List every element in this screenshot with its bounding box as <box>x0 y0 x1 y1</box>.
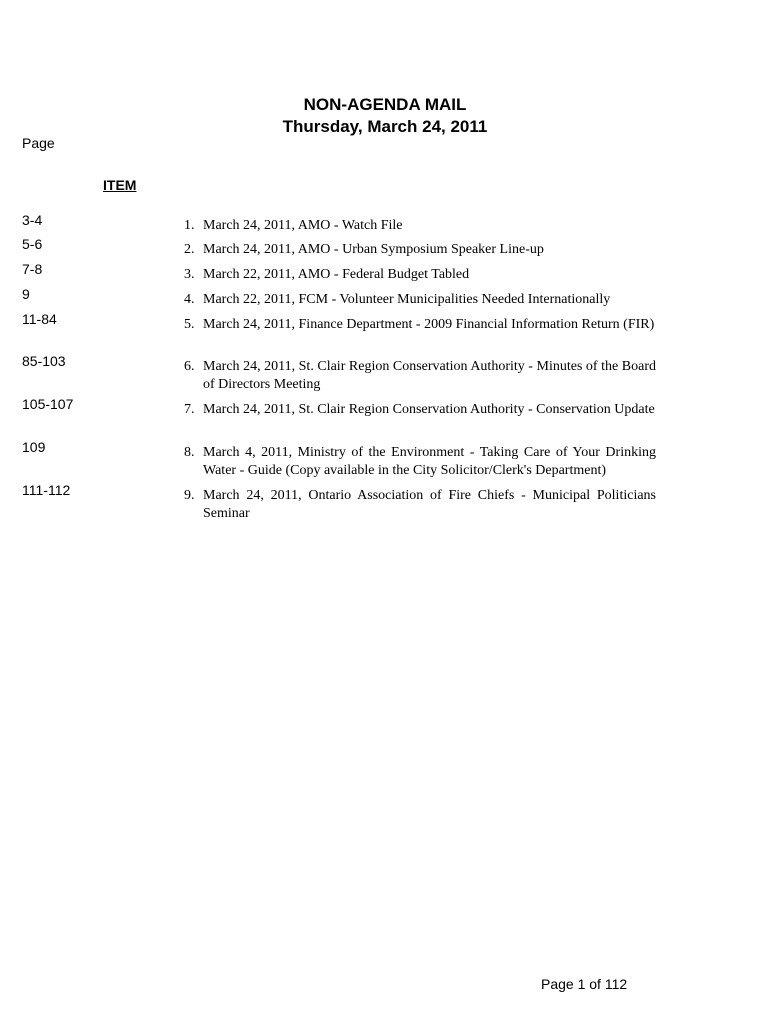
item-number: 6. <box>184 359 195 374</box>
item-6-page: 85-103 <box>22 353 66 369</box>
list-item <box>184 316 656 334</box>
item-number: 8. <box>184 445 195 460</box>
list-item <box>184 241 656 259</box>
page-indicator: Page 1 of 112 <box>541 976 628 992</box>
list-item <box>184 444 656 480</box>
item-text: March 22, 2011, AMO - Federal Budget Tabled <box>203 267 470 282</box>
item-text: March 22, 2011, FCM - Volunteer Municipalities Needed Internationally <box>203 292 611 307</box>
item-2-page: 5-6 <box>22 236 43 252</box>
list-item <box>184 401 656 419</box>
item-number: 2. <box>184 242 195 257</box>
item-7-page: 105-107 <box>22 396 74 412</box>
item-3-page: 7-8 <box>22 261 43 277</box>
document-title: NON-AGENDA MAIL <box>303 95 467 114</box>
item-number: 1. <box>184 218 195 233</box>
item-number: 9. <box>184 488 195 503</box>
list-item <box>184 291 656 309</box>
item-text: March 24, 2011, Finance Department - 2009 Financial Information Return (FIR) <box>203 317 655 332</box>
item-text: March 24, 2011, St. Clair Region Conservation Authority - Conservation Update <box>203 402 655 417</box>
item-text: March 24, 2011, Ontario Association of Fire Chiefs - Municipal Politicians Seminar <box>203 488 656 521</box>
document-date: Thursday, March 24, 2011 <box>282 117 488 136</box>
item-number: 7. <box>184 402 195 417</box>
item-number: 3. <box>184 267 195 282</box>
item-8-page: 109 <box>22 439 46 455</box>
item-text: March 24, 2011, AMO - Urban Symposium Speaker Line-up <box>203 242 544 257</box>
item-5-page: 11-84 <box>22 311 57 327</box>
item-column-label: ITEM <box>103 177 137 193</box>
list-item <box>184 358 656 394</box>
item-text: March 4, 2011, Ministry of the Environment - Taking Care of Your Drinking Water - Guide (Copy available in the City Solicitor/Clerk's Department) <box>203 445 656 478</box>
item-4-page: 9 <box>22 286 30 302</box>
item-number: 5. <box>184 317 195 332</box>
item-number: 4. <box>184 292 195 307</box>
item-9-page: 111-112 <box>22 482 71 498</box>
list-item <box>184 217 656 235</box>
item-text: March 24, 2011, AMO - Watch File <box>203 218 403 233</box>
list-item <box>184 487 656 523</box>
list-item <box>184 266 656 284</box>
page-column-label: Page <box>22 135 55 151</box>
item-text: March 24, 2011, St. Clair Region Conservation Authority - Minutes of the Board of Directors Meeting <box>203 359 656 392</box>
item-1-page: 3-4 <box>22 212 43 228</box>
